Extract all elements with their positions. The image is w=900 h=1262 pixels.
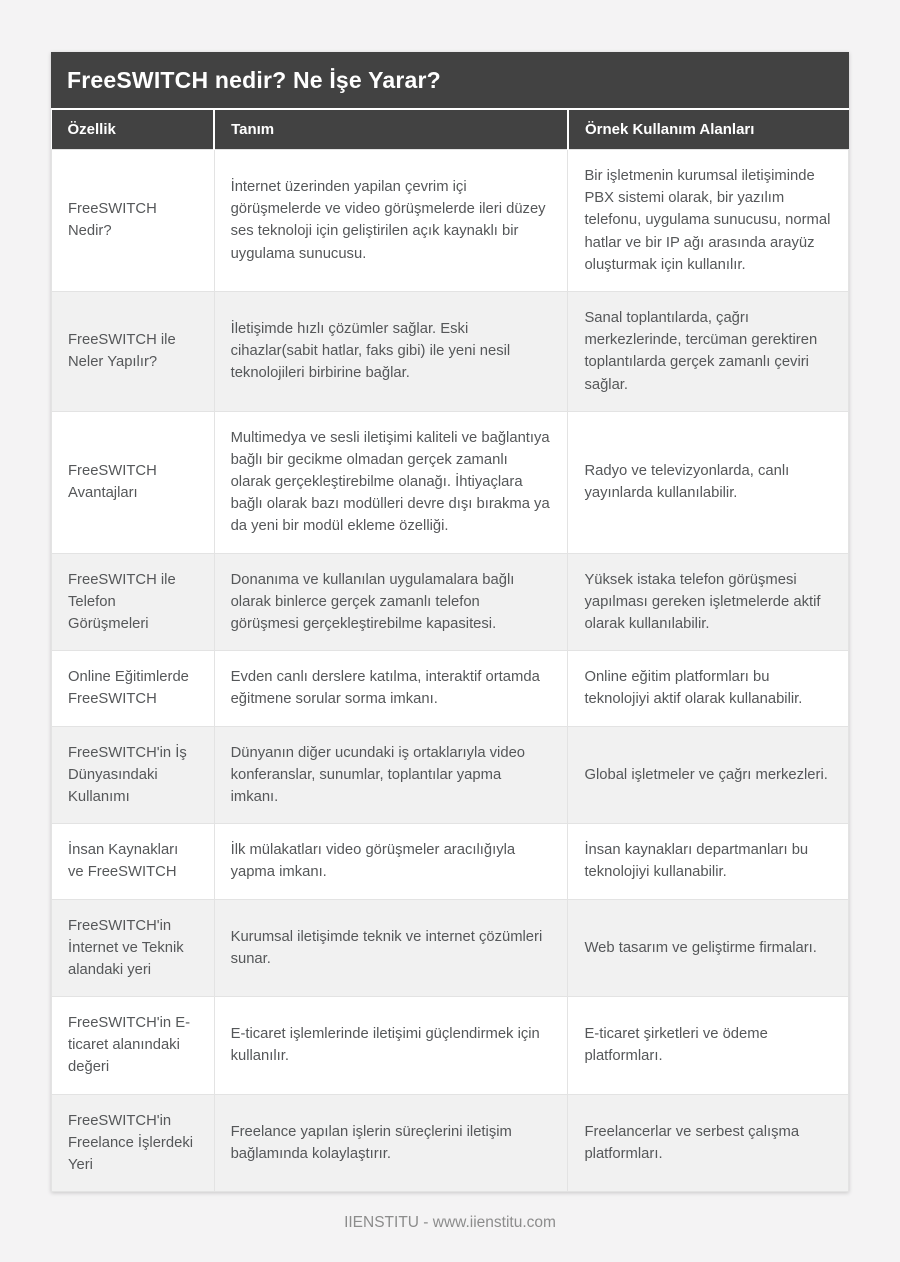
table-row	[52, 726, 849, 824]
definition-cell: Kurumsal iletişimde teknik ve internet çözümleri sunar.	[214, 899, 568, 997]
examples-cell: Radyo ve televizyonlarda, canlı yayınlarda kullanılabilir.	[568, 411, 849, 553]
definition-cell: Multimedya ve sesli iletişimi kaliteli ve bağlantıya bağlı bir gecikme olmadan gerçek zamanlı olarak gerçekleştirebilme olanağı. İhtiyaçlara bağlı olarak bazı modülleri devre dışı bırakma ya da yeni bir modül ekleme özelliği.	[214, 411, 568, 553]
table-card	[51, 52, 849, 1192]
feature-cell: FreeSWITCH'in İş Dünyasındaki Kullanımı	[52, 726, 215, 824]
examples-cell: E-ticaret şirketleri ve ödeme platformları.	[568, 997, 849, 1095]
definition-cell: Dünyanın diğer ucundaki iş ortaklarıyla video konferanslar, sunumlar, toplantılar yapma imkanı.	[214, 726, 568, 824]
feature-cell: FreeSWITCH ile Neler Yapılır?	[52, 291, 215, 411]
table-row	[52, 553, 849, 651]
footer-credit: IIENSTITU - www.iienstitu.com	[344, 1214, 556, 1232]
examples-cell: Sanal toplantılarda, çağrı merkezlerinde, tercüman gerektiren toplantılarda gerçek zamanlı çeviri sağlar.	[568, 291, 849, 411]
table-row	[52, 411, 849, 553]
feature-cell: FreeSWITCH ile Telefon Görüşmeleri	[52, 553, 215, 651]
table-row	[52, 997, 849, 1095]
definition-cell: İnternet üzerinden yapilan çevrim içi görüşmelerde ve video görüşmelerde ileri düzey ses teknoloji için geliştirilen açık kaynaklı bir uygulama sunucusu.	[214, 150, 568, 292]
definition-cell: Freelance yapılan işlerin süreçlerini iletişim bağlamında kolaylaştırır.	[214, 1094, 568, 1192]
definition-cell: İletişimde hızlı çözümler sağlar. Eski cihazlar(sabit hatlar, faks gibi) ile yeni nesil teknolojileri birbirine bağlar.	[214, 291, 568, 411]
column-header-tanim: Tanım	[214, 109, 568, 150]
definition-cell: İlk mülakatları video görüşmeler aracılığıyla yapma imkanı.	[214, 824, 568, 899]
column-header-ornek-kullanim: Örnek Kullanım Alanları	[568, 109, 849, 150]
table-row	[52, 824, 849, 899]
definition-cell: E-ticaret işlemlerinde iletişimi güçlendirmek için kullanılır.	[214, 997, 568, 1095]
feature-cell: FreeSWITCH Nedir?	[52, 150, 215, 292]
table-row	[52, 899, 849, 997]
table-row	[52, 1094, 849, 1192]
table-row	[52, 651, 849, 726]
examples-cell: Online eğitim platformları bu teknolojiyi aktif olarak kullanabilir.	[568, 651, 849, 726]
feature-cell: FreeSWITCH'in E-ticaret alanındaki değeri	[52, 997, 215, 1095]
features-table	[51, 108, 849, 1192]
examples-cell: Yüksek istaka telefon görüşmesi yapılması gereken işletmelerde aktif olarak kullanılabilir.	[568, 553, 849, 651]
table-row	[52, 150, 849, 292]
table-row	[52, 291, 849, 411]
feature-cell: FreeSWITCH Avantajları	[52, 411, 215, 553]
column-header-ozellik: Özellik	[52, 109, 215, 150]
definition-cell: Evden canlı derslere katılma, interaktif ortamda eğitmene sorular sorma imkanı.	[214, 651, 568, 726]
feature-cell: FreeSWITCH'in İnternet ve Teknik alandaki yeri	[52, 899, 215, 997]
examples-cell: Global işletmeler ve çağrı merkezleri.	[568, 726, 849, 824]
table-header-row	[52, 109, 849, 150]
examples-cell: Web tasarım ve geliştirme firmaları.	[568, 899, 849, 997]
examples-cell: İnsan kaynakları departmanları bu teknolojiyi kullanabilir.	[568, 824, 849, 899]
definition-cell: Donanıma ve kullanılan uygulamalara bağlı olarak binlerce gerçek zamanlı telefon görüşmesi gerçekleştirebilme kapasitesi.	[214, 553, 568, 651]
examples-cell: Freelancerlar ve serbest çalışma platformları.	[568, 1094, 849, 1192]
examples-cell: Bir işletmenin kurumsal iletişiminde PBX sistemi olarak, bir yazılım telefonu, uygulama sunucusu, normal hatlar ve bir IP ağı arasında arayüz oluşturmak için kullanılır.	[568, 150, 849, 292]
feature-cell: Online Eğitimlerde FreeSWITCH	[52, 651, 215, 726]
page-title: FreeSWITCH nedir? Ne İşe Yarar?	[51, 52, 849, 108]
feature-cell: İnsan Kaynakları ve FreeSWITCH	[52, 824, 215, 899]
table-body	[52, 150, 849, 1192]
feature-cell: FreeSWITCH'in Freelance İşlerdeki Yeri	[52, 1094, 215, 1192]
